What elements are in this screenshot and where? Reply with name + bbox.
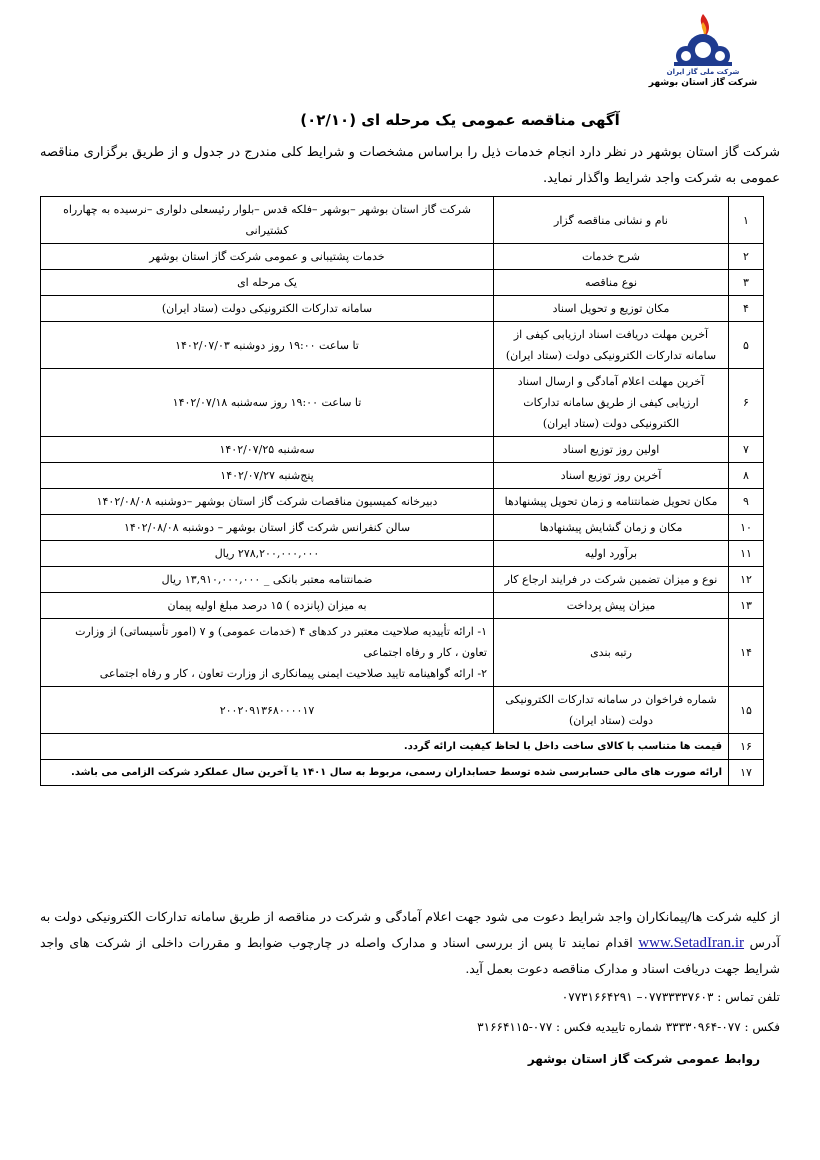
row-label: رتبه بندی [494,619,729,687]
row-number: ۷ [729,437,764,463]
row-label: آخرین روز توزیع اسناد [494,463,729,489]
table-row [41,760,764,786]
row-value: شرکت گاز استان بوشهر –بوشهر –فلکه قدس –بلوار رئیسعلی دلواری –نرسیده به چهارراه کشتیرانی [41,197,494,244]
row-number: ۶ [729,369,764,437]
row-value: تا ساعت ۱۹:۰۰ روز سه‌شنبه ۱۴۰۲/۰۷/۱۸ [41,369,494,437]
row-number: ۸ [729,463,764,489]
row-label: برآورد اولیه [494,541,729,567]
row-number: ۱۱ [729,541,764,567]
row-value: سه‌شنبه ۱۴۰۲/۰۷/۲۵ [41,437,494,463]
note-cell: قیمت ها متناسب با کالای ساخت داخل با لحاظ کیفیت ارائه گردد. [41,734,729,760]
row-number: ۱۴ [729,619,764,687]
row-value: ضمانتنامه معتبر بانکی _ ۱۳,۹۱۰,۰۰۰,۰۰۰ ریال [41,567,494,593]
row-number: ۱۳ [729,593,764,619]
row-label: مکان توزیع و تحویل اسناد [494,296,729,322]
row-value: به میزان (پانزده ) ۱۵ درصد مبلغ اولیه پیمان [41,593,494,619]
table-row [41,619,764,687]
row-number: ۱۲ [729,567,764,593]
table-row [41,734,764,760]
table-row [41,369,764,437]
signature: روابط عمومی شرکت گاز استان بوشهر [527,1052,760,1066]
table-row [41,515,764,541]
row-number: ۹ [729,489,764,515]
row-value: خدمات پشتیبانی و عمومی شرکت گاز استان بوشهر [41,244,494,270]
row-value: یک مرحله ای [41,270,494,296]
row-label: شرح خدمات [494,244,729,270]
fax-line: فکس : ۰۷۷-۳۳۳۳۰۹۶۴ شماره تاییدیه فکس : ۰۷۷-۳۱۶۶۴۱۱۵ [477,1020,780,1034]
page-title: آگهی مناقصه عمومی یک مرحله ای (۰۲/۱۰) [300,111,620,129]
row-number: ۱ [729,197,764,244]
row-number: ۱۷ [729,760,764,786]
row-value: سالن کنفرانس شرکت گاز استان بوشهر – دوشنبه ۱۴۰۲/۰۸/۰۸ [41,515,494,541]
row-label: مکان تحویل ضمانتنامه و زمان تحویل پیشنهادها [494,489,729,515]
table-row [41,489,764,515]
row-number: ۲ [729,244,764,270]
table-row [41,270,764,296]
row-label: آخرین مهلت اعلام آمادگی و ارسال اسناد ارزیابی کیفی از طریق سامانه تدارکات الکترونیکی دولت (ستاد ایران) [494,369,729,437]
row-label: اولین روز توزیع اسناد [494,437,729,463]
row-label: نوع مناقصه [494,270,729,296]
invitation-paragraph [40,904,780,982]
invitation-text: از کلیه شرکت ها/پیمانکاران واجد شرایط دعوت می شود جهت اعلام آمادگی و شرکت در مناقصه از طریق سامانه تدارکات الکترونیکی دولت به آدرس [40,909,780,950]
row-value: پنج‌شنبه ۱۴۰۲/۰۷/۲۷ [41,463,494,489]
table-row [41,322,764,369]
organization-name: شرکت گاز استان بوشهر [648,78,758,88]
row-value: ۲۷۸,۲۰۰,۰۰۰,۰۰۰ ریال [41,541,494,567]
row-number: ۴ [729,296,764,322]
table-row [41,463,764,489]
row-value: ۱- ارائه تأییدیه صلاحیت معتبر در کدهای ۴ (خدمات عمومی) و ۷ (امور تأسیساتی) از وزارت تعاون ، کار و رفاه اجتماعی ۲- ارائه گواهینامه تایید صلاحیت ایمنی پیمانکاری از وزارت تعاون ، کار و رفاه اجتماعی [41,619,494,687]
invitation-text-continued: اقدام نمایند تا پس از بررسی اسناد و مدارک واصله در چارچوب ضوابط و مقررات داخلی از شرکت های واجد شرایط جهت دریافت اسناد و مدارک مناقصه دعوت بعمل آید. [40,935,780,976]
table-row [41,541,764,567]
row-value: تا ساعت ۱۹:۰۰ روز دوشنبه ۱۴۰۲/۰۷/۰۳ [41,322,494,369]
row-value: دبیرخانه کمیسیون مناقصات شرکت گاز استان بوشهر –دوشنبه ۱۴۰۲/۰۸/۰۸ [41,489,494,515]
table-row [41,687,764,734]
note-cell: ارائه صورت های مالی حسابرسی شده توسط حسابداران رسمی، مربوط به سال ۱۴۰۱ یا آخرین سال عملکرد شرکت الزامی می باشد. [41,760,729,786]
row-label: شماره فراخوان در سامانه تدارکات الکترونیکی دولت (ستاد ایران) [494,687,729,734]
table-row [41,567,764,593]
table-row [41,197,764,244]
row-label: آخرین مهلت دریافت اسناد ارزیابی کیفی از سامانه تدارکات الکترونیکی دولت (ستاد ایران) [494,322,729,369]
row-value: سامانه تدارکات الکترونیکی دولت (ستاد ایران) [41,296,494,322]
row-number: ۱۵ [729,687,764,734]
row-number: ۵ [729,322,764,369]
row-label: نوع و میزان تضمین شرکت در فرایند ارجاع کار [494,567,729,593]
row-value: ۲۰۰۲۰۹۱۳۶۸۰۰۰۰۱۷ [41,687,494,734]
setad-link[interactable]: www.SetadIran.ir [638,935,745,951]
row-label: مکان و زمان گشایش پیشنهادها [494,515,729,541]
table-row [41,593,764,619]
row-number: ۱۶ [729,734,764,760]
tender-details-table [40,196,764,786]
gas-flame-logo-icon [668,12,738,70]
table-row [41,244,764,270]
table-row [41,437,764,463]
intro-paragraph: شرکت گاز استان بوشهر در نظر دارد انجام خدمات ذیل را براساس مشخصات و شرایط کلی مندرج در جدول و از طریق برگزاری مناقصه عمومی به شرکت واجد شرایط واگذار نماید. [40,145,780,186]
row-number: ۱۰ [729,515,764,541]
table-row [41,296,764,322]
row-label: میزان پیش پرداخت [494,593,729,619]
row-number: ۳ [729,270,764,296]
row-label: نام و نشانی مناقصه گزار [494,197,729,244]
phone-line: تلفن تماس : ۰۷۷۳۳۳۳۷۶۰۳– ۰۷۷۳۱۶۶۴۲۹۱ [561,990,780,1004]
logo-caption: شرکت ملی گاز ایران [666,68,740,76]
company-logo [628,12,778,104]
